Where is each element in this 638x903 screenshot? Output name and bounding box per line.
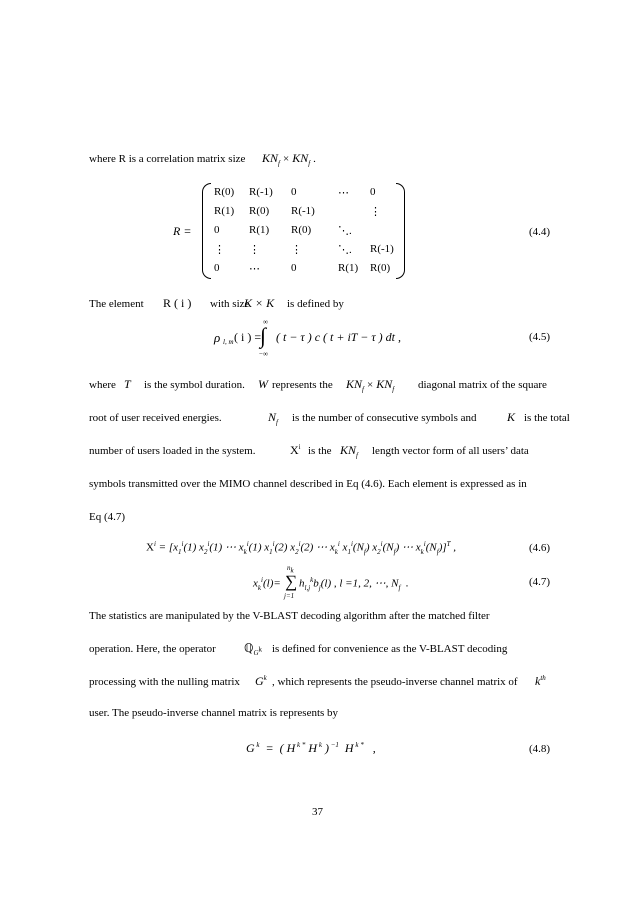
matrix-cell: ⋱. [338,225,352,237]
text-defined-convenience: is defined for convenience as the V-BLAST decoding [272,643,508,655]
math-KNf: $KN_f$ [340,443,358,460]
matrix-body [214,186,400,276]
matrix-cell: ⋱. [338,244,352,256]
text-defined-by: is defined by [287,298,344,310]
text-operation-here: operation. Here, the operator [89,643,216,655]
text-user-pseudo: user. The pseudo-inverse channel matrix is represents by [89,707,339,719]
math-kth: $k^{th}$ [535,674,546,688]
matrix-cell: R(1) [338,262,359,274]
math-X: $X^i$ [290,443,301,457]
math-T: T [124,377,131,391]
matrix-cell: 0 [214,224,220,236]
equation-4-6: $X^i = [x_1^i(1)$ $x_2^i(1)$ ⋯ $x_k^i(1)$ $x_1^i(2)$ $x_2^i(2)$ ⋯ $x_k^i$ $x_1^i(N_f)$ $x_2^i(N_f)$ ⋯ $x_k^i(N_f)]^T$ , [146,540,457,556]
matrix-cell: ⋮ [214,244,225,256]
matrix-cell: 0 [291,262,297,274]
matrix-lhs: R = [173,224,192,238]
text-with-size: with size [210,298,250,310]
matrix-cell: ⋮ [291,244,302,256]
matrix-cell: 0 [370,186,376,198]
equation-4-8: G $^k$ = ( H $^{k *}$ H $^k$ ) $^{-1}$ H $^{k *}$ , [246,741,376,755]
eq-number-4-8: (4.8) [529,743,551,755]
matrix-cell: 0 [291,186,297,198]
equation-4-5: ρ l, m ( i ) = ∫ ∞ −∞ ( t − τ ) c ( t + iT − τ ) dt , [214,318,401,358]
math-KNf-KNf: $KN_f \times KN_f$ [346,377,395,394]
matrix-cell: R(0) [214,186,235,198]
text-root-energies: root of user received energies. [89,412,222,424]
text-eq-4-7-ref: Eq (4.7) [89,511,126,523]
math-Ri: R ( i ) [163,296,192,310]
eq-number-4-4: (4.4) [529,226,551,238]
math-K: K [507,410,516,424]
matrix-cell: ⋯ [338,187,349,199]
matrix-cell: ⋮ [370,206,381,218]
text-where: where [89,379,116,391]
math-Nf: $N_f$ [268,410,278,427]
text-diagonal-matrix: diagonal matrix of the square [418,379,547,391]
matrix-cell: ⋯ [249,263,260,275]
math-KxK: K × K [244,296,275,310]
text-pseudo-inverse: , which represents the pseudo-inverse channel matrix of [272,676,518,688]
page-number: 37 [312,806,323,818]
eq-number-4-7: (4.7) [529,576,551,588]
text-symbols-transmitted: symbols transmitted over the MIMO channel described in Eq (4.6). Each element is expressed as in [89,478,527,490]
text-correlation-size: where R is a correlation matrix size [89,153,246,165]
text-element: The element [89,298,144,310]
matrix-cell: R(0) [291,224,312,236]
text-nulling-matrix: processing with the nulling matrix [89,676,240,688]
matrix-cell: R(1) [214,205,235,217]
math-size-expr: $KN_f \times KN_f$ . [262,151,316,168]
text-symbol-duration: is the symbol duration. [144,379,245,391]
matrix-cell: R(-1) [370,243,394,255]
matrix-cell: R(0) [370,262,391,274]
eq-number-4-6: (4.6) [529,542,551,554]
text-is-the: is the [308,445,332,457]
equation-4-7: $x_k^i(l)=$ ∑ $n_k$ j=1 $h_{l,j}^kb_j(l)$ , l =1, 2, ⋯, $N_f$ . [253,564,409,600]
matrix-cell: R(-1) [291,205,315,217]
text-is-the-total: is the total [524,412,570,424]
math-W: W [258,377,268,391]
matrix-left-paren [202,183,211,279]
text-statistics: The statistics are manipulated by the V-BLAST decoding algorithm after the matched filter [89,610,490,622]
matrix-cell: R(1) [249,224,270,236]
matrix-cell: 0 [214,262,220,274]
text-length-vector: length vector form of all users’ data [372,445,529,457]
math-Gk: $G^k$ [255,674,267,688]
matrix-cell: R(0) [249,205,270,217]
text-represents-the: represents the [272,379,333,391]
matrix-cell: R(-1) [249,186,273,198]
text-consecutive-symbols: is the number of consecutive symbols and [292,412,477,424]
eq-number-4-5: (4.5) [529,331,551,343]
text-number-of-users: number of users loaded in the system. [89,445,256,457]
matrix-cell: ⋮ [249,244,260,256]
math-Q-operator: ℚ$_{G^k}$ [244,641,263,658]
